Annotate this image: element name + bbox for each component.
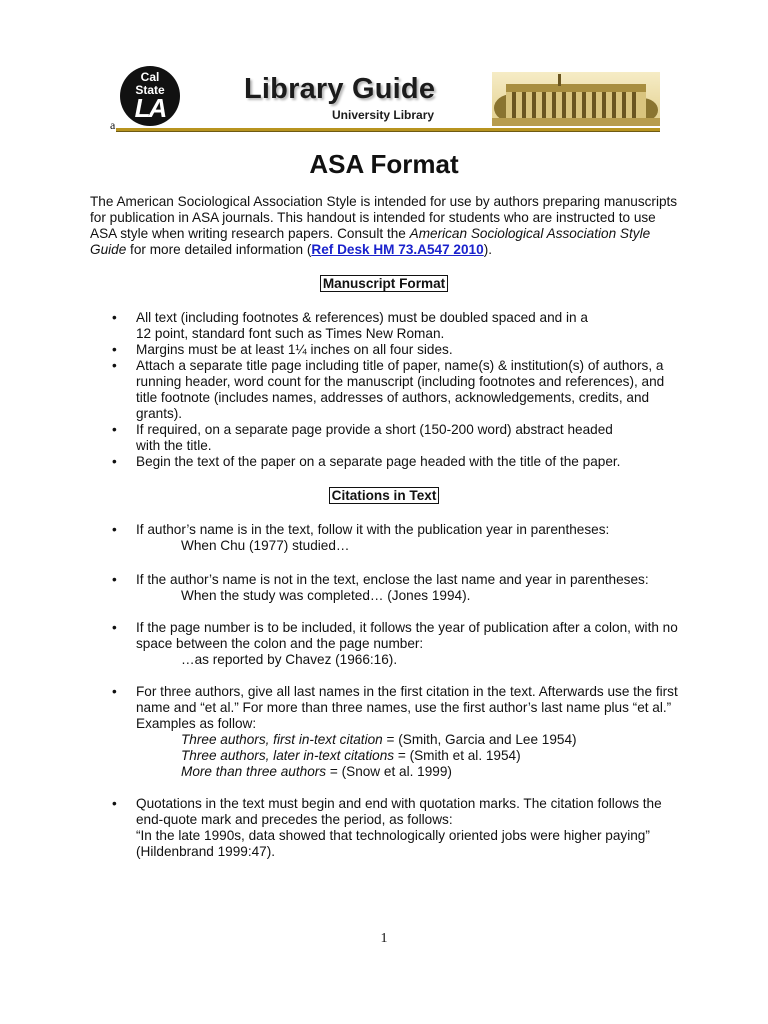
example-separator: = bbox=[394, 748, 410, 763]
example-separator: = bbox=[326, 764, 342, 779]
citations-list-4 bbox=[0, 684, 681, 780]
citations-in-text-heading-text: Citations in Text bbox=[329, 487, 440, 504]
logo-text-cal: Cal bbox=[140, 70, 160, 84]
style-guide-title: American Sociological Association Style Guide bbox=[90, 226, 651, 257]
ref-desk-link[interactable]: Ref Desk HM 73.A547 2010 bbox=[311, 242, 484, 257]
list-item bbox=[0, 358, 681, 422]
stray-character: a bbox=[110, 118, 116, 132]
list-item bbox=[0, 620, 681, 668]
intro-text-2: for more detailed information ( bbox=[126, 242, 312, 257]
header-rule-shadow bbox=[116, 131, 660, 132]
list-item-text: If required, on a separate page provide a short (150-200 word) abstract headed bbox=[136, 422, 613, 437]
list-item-text: If author’s name is in the text, follow it with the publication year in parentheses: bbox=[136, 522, 610, 537]
list-item bbox=[0, 522, 681, 554]
list-item bbox=[0, 454, 681, 470]
list-item bbox=[0, 422, 681, 454]
example-value: (Smith, Garcia and Lee 1954) bbox=[398, 732, 577, 747]
library-building-image bbox=[492, 72, 660, 126]
citation-example: When Chu (1977) studied… bbox=[181, 538, 350, 553]
list-item bbox=[0, 310, 681, 342]
intro-text-3: ). bbox=[483, 242, 492, 257]
list-item bbox=[0, 796, 681, 860]
list-item-text: Margins must be at least 1¼ inches on all four sides. bbox=[136, 342, 453, 357]
example-label: Three authors, first in-text citation bbox=[181, 732, 383, 747]
list-item-text: All text (including footnotes & references) must be doubled spaced and in a bbox=[136, 310, 588, 325]
example-label: Three authors, later in-text citations bbox=[181, 748, 395, 763]
list-item bbox=[0, 342, 681, 358]
manuscript-format-heading-text: Manuscript Format bbox=[320, 275, 448, 292]
citations-list-5 bbox=[0, 796, 681, 860]
intro-text: The American Sociological Association Style is intended for use by authors preparing manuscripts for publication in ASA journals. This handout is intended for students who are instructed to use ASA style when writing research papers. Consult the bbox=[90, 194, 678, 241]
library-guide-title: Library Guide bbox=[244, 73, 436, 105]
example-separator: = bbox=[382, 732, 399, 747]
document-title: ASA Format bbox=[309, 149, 459, 179]
list-item-text-cont: with the title. bbox=[136, 438, 212, 453]
citation-example-2 bbox=[136, 748, 681, 764]
citations-list-2 bbox=[0, 572, 681, 604]
example-value: (Smith et al. 1954) bbox=[409, 748, 521, 763]
logo-text-la: LA bbox=[134, 93, 166, 123]
logo-text-state: State bbox=[135, 83, 165, 97]
list-item-text: Attach a separate title page including title of paper, name(s) & institution(s) of authors, a running header, word count for the manuscript (including footnotes and references), and title footnote (includes names, addresses of authors, acknowledgements, credits, and grants). bbox=[136, 358, 665, 421]
manuscript-format-heading bbox=[0, 276, 768, 292]
citation-example-1 bbox=[136, 732, 681, 748]
university-library-subtitle: University Library bbox=[332, 108, 435, 122]
list-item-text: Begin the text of the paper on a separate page headed with the title of the paper. bbox=[136, 454, 621, 469]
list-item-text: For three authors, give all last names in the first citation in the text. Afterwards use the first name and “et al.” For more than three names, use the first author’s last name plus “et al.” Examples as follow: bbox=[136, 684, 678, 731]
quotation-example: “In the late 1990s, data showed that technologically oriented jobs were higher paying” (Hildenbrand 1999:47). bbox=[136, 828, 650, 859]
citation-example: When the study was completed… (Jones 1994). bbox=[181, 588, 471, 603]
list-item-text: If the author’s name is not in the text, enclose the last name and year in parentheses: bbox=[136, 572, 649, 587]
cal-state-la-logo bbox=[120, 66, 180, 126]
example-label: More than three authors bbox=[181, 764, 327, 779]
citation-example-3 bbox=[136, 764, 681, 780]
list-item-text: If the page number is to be included, it follows the year of publication after a colon, with no space between the colon and the page number: bbox=[136, 620, 678, 651]
manuscript-list bbox=[0, 310, 681, 470]
intro-paragraph bbox=[90, 194, 680, 258]
example-value: (Snow et al. 1999) bbox=[341, 764, 452, 779]
list-item bbox=[0, 572, 681, 604]
citations-list-3 bbox=[0, 620, 681, 668]
page-number: 1 bbox=[380, 931, 388, 946]
list-item-text-cont: 12 point, standard font such as Times New Roman. bbox=[136, 326, 445, 341]
list-item-text: Quotations in the text must begin and end with quotation marks. The citation follows the end-quote mark and precedes the period, as follows: bbox=[136, 796, 662, 827]
list-item bbox=[0, 684, 681, 780]
citations-list-1 bbox=[0, 522, 681, 554]
citations-in-text-heading bbox=[0, 488, 768, 504]
citation-example: …as reported by Chavez (1966:16). bbox=[181, 652, 398, 667]
